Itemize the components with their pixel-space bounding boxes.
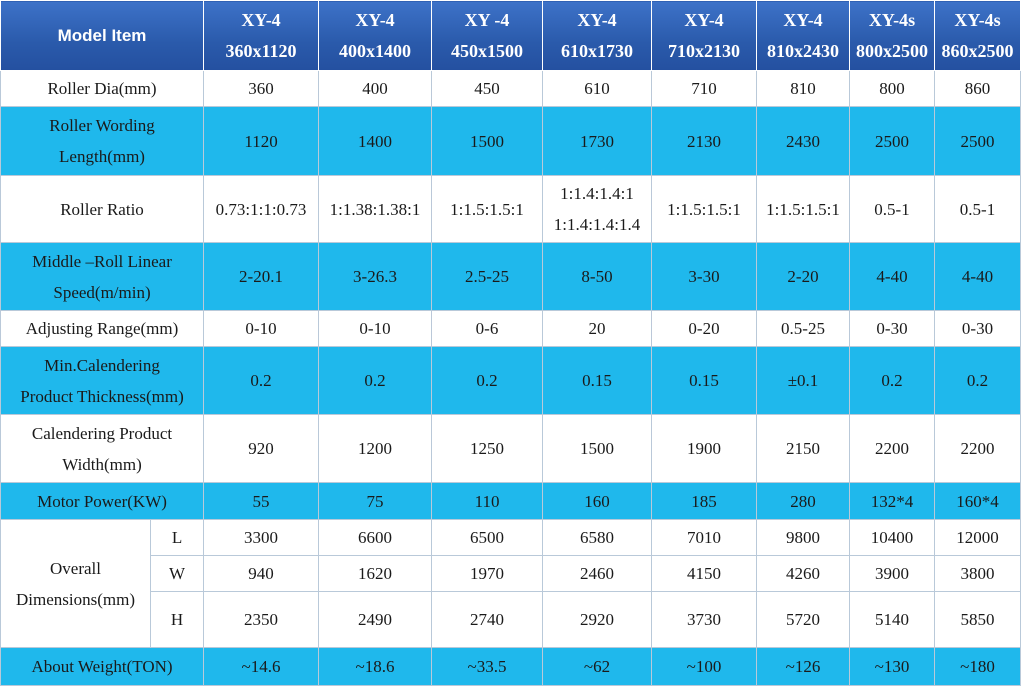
model-item-header: Model Item xyxy=(1,1,204,71)
cell-value: 2430 xyxy=(757,107,850,176)
cell-value: 1120 xyxy=(204,107,319,176)
row-label-line: Product Thickness(mm) xyxy=(20,386,184,406)
cell-value: 1970 xyxy=(432,556,543,592)
model-size: 860x2500 xyxy=(941,40,1014,61)
cell-value: 1730 xyxy=(543,107,652,176)
model-header xyxy=(652,1,757,71)
cell-line: 1:1.4:1.4:1.4 xyxy=(553,215,641,234)
cell-value: 1:1.38:1.38:1 xyxy=(319,176,432,243)
cell-value: 160*4 xyxy=(935,483,1021,520)
cell-value: ±0.1 xyxy=(757,347,850,415)
cell-value: 2740 xyxy=(432,592,543,648)
cell-value: 110 xyxy=(432,483,543,520)
cell-line: 1:1.4:1.4:1 xyxy=(560,184,634,203)
cell-value: 5720 xyxy=(757,592,850,648)
cell-value: 3900 xyxy=(850,556,935,592)
row-label: Adjusting Range(mm) xyxy=(1,311,204,347)
cell-value: 0-20 xyxy=(652,311,757,347)
model-header xyxy=(757,1,850,71)
cell-value: 0-10 xyxy=(204,311,319,347)
dimension-axis-label: W xyxy=(151,556,204,592)
model-header xyxy=(204,1,319,71)
cell-value: 4-40 xyxy=(935,243,1021,311)
cell-value: 360 xyxy=(204,71,319,107)
cell-value: 2200 xyxy=(935,415,1021,483)
cell-value: 2490 xyxy=(319,592,432,648)
cell-value: 3730 xyxy=(652,592,757,648)
cell-value: 4150 xyxy=(652,556,757,592)
header-row xyxy=(1,1,1021,71)
row-roller-length xyxy=(1,107,1021,176)
cell-value: 0.15 xyxy=(543,347,652,415)
cell-value: 1200 xyxy=(319,415,432,483)
cell-value: 185 xyxy=(652,483,757,520)
cell-value: ~100 xyxy=(652,648,757,686)
cell-value: 2130 xyxy=(652,107,757,176)
cell-value: 5850 xyxy=(935,592,1021,648)
cell-value: 2500 xyxy=(935,107,1021,176)
row-label-line: Length(mm) xyxy=(59,147,145,166)
cell-value: 3300 xyxy=(204,520,319,556)
cell-value: 860 xyxy=(935,71,1021,107)
cell-value: ~62 xyxy=(543,648,652,686)
model-header xyxy=(319,1,432,71)
row-motor-power xyxy=(1,483,1021,520)
cell-value: 8-50 xyxy=(543,243,652,311)
row-label: Roller Ratio xyxy=(1,176,204,243)
model-header xyxy=(432,1,543,71)
row-linear-speed xyxy=(1,243,1021,311)
cell-value: ~33.5 xyxy=(432,648,543,686)
cell-value: 2150 xyxy=(757,415,850,483)
cell-value: ~180 xyxy=(935,648,1021,686)
cell-value: 0.15 xyxy=(652,347,757,415)
cell-value: 710 xyxy=(652,71,757,107)
row-label-line: Calendering Product xyxy=(31,423,173,443)
row-label: About Weight(TON) xyxy=(1,648,204,686)
row-label xyxy=(1,415,204,483)
row-label xyxy=(1,347,204,415)
cell-value: 2-20 xyxy=(757,243,850,311)
cell-value: 1620 xyxy=(319,556,432,592)
dimension-axis-label: H xyxy=(151,592,204,648)
model-size: 810x2430 xyxy=(767,40,840,61)
cell-value: 810 xyxy=(757,71,850,107)
row-weight xyxy=(1,648,1021,686)
row-label-line: Roller Wording xyxy=(49,116,155,135)
row-label-line: Min.Calendering xyxy=(44,355,160,375)
cell-value: 132*4 xyxy=(850,483,935,520)
cell-value: 3-26.3 xyxy=(319,243,432,311)
model-name: XY-4 xyxy=(577,9,617,30)
cell-value: 2920 xyxy=(543,592,652,648)
row-adjusting-range xyxy=(1,311,1021,347)
model-name: XY-4 xyxy=(783,9,823,30)
row-roller-dia xyxy=(1,71,1021,107)
model-size: 400x1400 xyxy=(339,40,412,61)
model-name: XY-4s xyxy=(954,9,1001,30)
cell-value: 1250 xyxy=(432,415,543,483)
model-size: 610x1730 xyxy=(561,40,634,61)
cell-value: 4-40 xyxy=(850,243,935,311)
cell-value: 450 xyxy=(432,71,543,107)
cell-value: 2500 xyxy=(850,107,935,176)
cell-value: 1500 xyxy=(432,107,543,176)
cell-value: 0-30 xyxy=(935,311,1021,347)
cell-value: 1900 xyxy=(652,415,757,483)
model-header xyxy=(850,1,935,71)
row-min-thickness xyxy=(1,347,1021,415)
cell-value: 4260 xyxy=(757,556,850,592)
row-label-line: Dimensions(mm) xyxy=(16,589,135,609)
row-dim-l xyxy=(1,520,1021,556)
cell-value: ~130 xyxy=(850,648,935,686)
row-label-line: Width(mm) xyxy=(62,454,142,474)
cell-value: 1400 xyxy=(319,107,432,176)
cell-value: ~126 xyxy=(757,648,850,686)
cell-value: 75 xyxy=(319,483,432,520)
cell-value: 0-30 xyxy=(850,311,935,347)
cell-value: 0.2 xyxy=(850,347,935,415)
cell-value: 0.73:1:1:0.73 xyxy=(204,176,319,243)
cell-value: 2.5-25 xyxy=(432,243,543,311)
cell-value: 9800 xyxy=(757,520,850,556)
row-roller-ratio xyxy=(1,176,1021,243)
cell-value: 0.2 xyxy=(432,347,543,415)
model-name: XY-4s xyxy=(868,9,916,30)
model-header xyxy=(935,1,1021,71)
cell-value: 12000 xyxy=(935,520,1021,556)
cell-value: 3800 xyxy=(935,556,1021,592)
model-header xyxy=(543,1,652,71)
cell-value: 940 xyxy=(204,556,319,592)
cell-value: 0.5-25 xyxy=(757,311,850,347)
model-size: 450x1500 xyxy=(451,40,524,61)
row-product-width xyxy=(1,415,1021,483)
cell-value: 1:1.5:1.5:1 xyxy=(652,176,757,243)
model-name: XY-4 xyxy=(684,9,724,30)
row-label xyxy=(1,107,204,176)
cell-value: 0.2 xyxy=(204,347,319,415)
cell-value: 2-20.1 xyxy=(204,243,319,311)
cell-value: 2350 xyxy=(204,592,319,648)
cell-value: 6600 xyxy=(319,520,432,556)
cell-value: 0.2 xyxy=(319,347,432,415)
cell-value: 1:1.5:1.5:1 xyxy=(757,176,850,243)
cell-value: 5140 xyxy=(850,592,935,648)
cell-value: 10400 xyxy=(850,520,935,556)
cell-value: 55 xyxy=(204,483,319,520)
cell-value: 0-6 xyxy=(432,311,543,347)
model-size: 360x1120 xyxy=(225,40,297,61)
cell-value: 0.2 xyxy=(935,347,1021,415)
row-label xyxy=(1,71,204,107)
row-label-line: Middle –Roll Linear xyxy=(32,251,172,271)
dimension-axis-label: L xyxy=(151,520,204,556)
cell-value xyxy=(543,176,652,243)
cell-value: 3-30 xyxy=(652,243,757,311)
cell-value: 800 xyxy=(850,71,935,107)
row-label-text: Roller Dia(mm) xyxy=(47,79,157,98)
cell-value: 20 xyxy=(543,311,652,347)
row-label-line: Overall xyxy=(50,558,101,578)
dimensions-label xyxy=(1,520,151,648)
cell-value: 2200 xyxy=(850,415,935,483)
cell-value: 280 xyxy=(757,483,850,520)
cell-value: ~18.6 xyxy=(319,648,432,686)
row-label xyxy=(1,243,204,311)
row-label-line: Speed(m/min) xyxy=(53,282,151,302)
cell-value: 400 xyxy=(319,71,432,107)
model-name: XY -4 xyxy=(464,9,510,30)
model-name: XY-4 xyxy=(241,9,281,30)
cell-value: 1:1.5:1.5:1 xyxy=(432,176,543,243)
cell-value: 0.5-1 xyxy=(935,176,1021,243)
cell-value: 7010 xyxy=(652,520,757,556)
model-size: 800x2500 xyxy=(856,40,929,61)
model-name: XY-4 xyxy=(355,9,395,30)
cell-value: 2460 xyxy=(543,556,652,592)
row-label: Motor Power(KW) xyxy=(1,483,204,520)
row-dim-h xyxy=(1,592,1021,648)
cell-value: 920 xyxy=(204,415,319,483)
row-dim-w xyxy=(1,556,1021,592)
cell-value: 610 xyxy=(543,71,652,107)
cell-value: 0-10 xyxy=(319,311,432,347)
cell-value: 0.5-1 xyxy=(850,176,935,243)
cell-value: 160 xyxy=(543,483,652,520)
cell-value: ~14.6 xyxy=(204,648,319,686)
cell-value: 6500 xyxy=(432,520,543,556)
model-size: 710x2130 xyxy=(668,40,741,61)
cell-value: 6580 xyxy=(543,520,652,556)
cell-value: 1500 xyxy=(543,415,652,483)
